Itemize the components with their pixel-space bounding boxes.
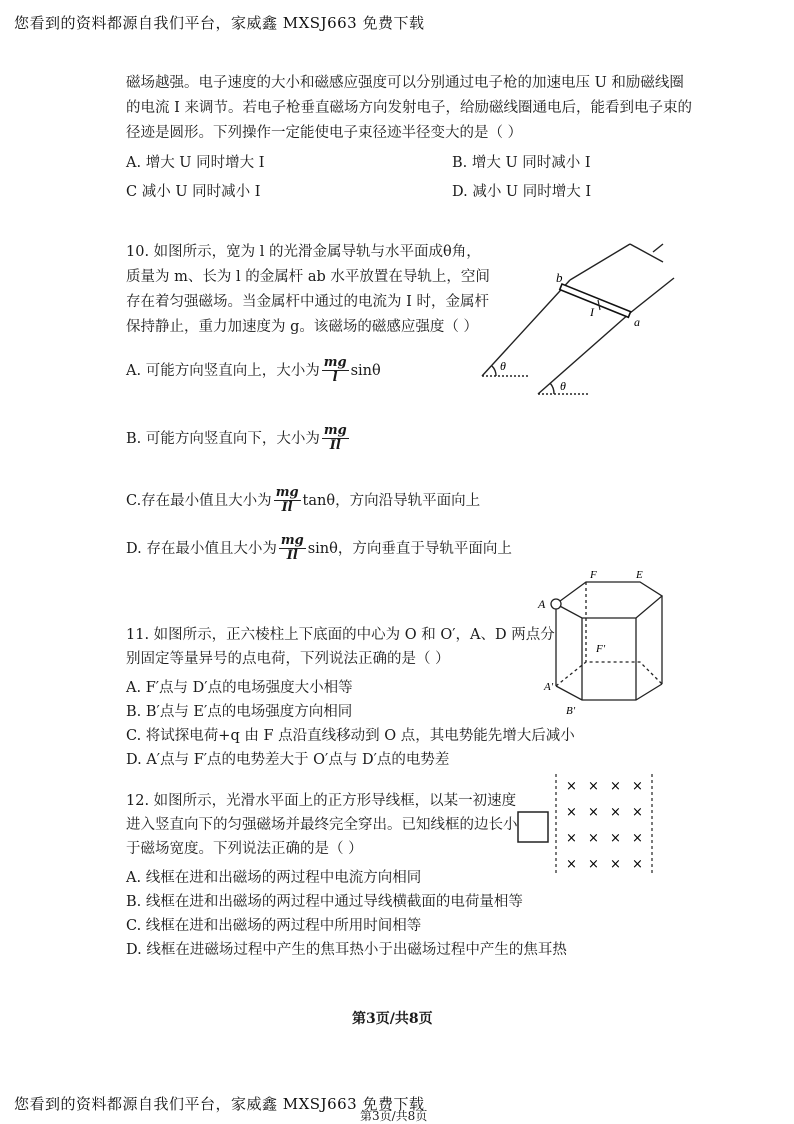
field-cross: ×	[632, 805, 643, 820]
q10-a-fraction	[322, 356, 349, 386]
field-cross: ×	[632, 779, 643, 794]
field-cross: ×	[566, 857, 577, 872]
field-cross: ×	[588, 857, 599, 872]
label-current-I: I	[590, 305, 594, 319]
q9-option-c: C 减小 U 同时减小 I	[126, 184, 261, 200]
q10-option-c	[126, 486, 480, 516]
q10-d-denominator: Il	[286, 548, 298, 564]
q12-line-3: 于磁场宽度。下列说法正确的是（ ）	[126, 841, 363, 857]
field-marks	[566, 779, 643, 872]
q10-d-numerator: mg	[280, 533, 304, 548]
q10-line-3: 存在着匀强磁场。当金属杆中通过的电流为 I 时，金属杆	[126, 294, 489, 310]
q10-c-tail: tanθ，方向沿导轨平面向上	[302, 492, 481, 509]
q11-option-c: C. 将试探电荷+q 由 F 点沿直线移动到 O 点，其电势能先增大后减小	[126, 728, 575, 744]
q12-field-diagram	[512, 770, 692, 880]
q10-d-tail: sinθ，方向垂直于导轨平面向上	[307, 540, 512, 557]
prism-top-face	[556, 582, 662, 618]
field-cross: ×	[610, 779, 621, 794]
angle-arc-1	[492, 366, 496, 376]
q10-a-numerator: mg	[323, 355, 347, 370]
rail-connector	[630, 244, 663, 262]
label-theta-1: θ	[500, 359, 506, 373]
q10-a-denominator: l	[332, 370, 338, 386]
label-b: b	[556, 270, 563, 285]
label-B-prime: B′	[566, 705, 576, 716]
q10-b-fraction	[322, 424, 349, 454]
angle-arc-2	[550, 383, 554, 394]
field-cross: ×	[566, 779, 577, 794]
label-A: A	[538, 597, 546, 611]
q9-line-2: 的电流 I 来调节。若电子枪垂直磁场方向发射电子，给励磁线圈通电后，能看到电子束的	[126, 100, 692, 116]
q10-a-tail: sinθ	[350, 362, 381, 379]
footer-watermark: 您看到的资料都源自我们平台，家威鑫 MXSJ663 免费下载	[14, 1095, 425, 1113]
q10-line-2: 质量为 m、长为 l 的金属杆 ab 水平放置在导轨上，空间	[126, 269, 490, 285]
q9-option-b: B. 增大 U 同时减小 I	[452, 155, 591, 171]
label-E: E	[636, 569, 643, 581]
q10-b-numerator: mg	[323, 423, 347, 438]
q10-c-numerator: mg	[275, 485, 299, 500]
q9-option-d: D. 减小 U 同时增大 I	[452, 184, 592, 200]
q10-c-fraction	[274, 486, 301, 516]
q12-option-b: B. 线框在进和出磁场的两过程中通过导线横截面的电荷量相等	[126, 894, 523, 910]
label-F: F	[590, 569, 597, 581]
header-watermark: 您看到的资料都源自我们平台，家威鑫 MXSJ663 免费下载	[14, 14, 425, 32]
q9-line-3: 径迹是圆形。下列操作一定能使电子束径迹半径变大的是（ ）	[126, 125, 523, 141]
q12-line-1: 12. 如图所示，光滑水平面上的正方形导线框，以某一初速度	[126, 793, 517, 809]
metal-rod-ab	[560, 284, 631, 317]
q10-rail-diagram	[478, 238, 678, 398]
field-cross: ×	[610, 857, 621, 872]
field-cross: ×	[632, 857, 643, 872]
q10-d-fraction	[279, 534, 306, 564]
q10-b-text: B. 可能方向竖直向下，大小为	[126, 430, 320, 447]
q12-option-c: C. 线框在进和出磁场的两过程中所用时间相等	[126, 918, 422, 934]
rail-right	[538, 313, 630, 394]
field-cross: ×	[610, 831, 621, 846]
page-number: 第3页/共8页	[352, 1011, 433, 1027]
prism-bottom-edge	[556, 684, 662, 700]
q11-prism-diagram	[536, 566, 676, 716]
battery-plate	[653, 244, 663, 252]
q9-line-1: 磁场越强。电子速度的大小和磁感应强度可以分别通过电子枪的加速电压 U 和励磁线圈	[126, 75, 684, 91]
q11-option-b: B. B′点与 E′点的电场强度方向相同	[126, 704, 353, 720]
footer-page-number: 第3页/共8页	[360, 1109, 428, 1123]
label-F-prime: F′	[596, 643, 606, 655]
q10-d-text: D. 存在最小值且大小为	[126, 540, 277, 557]
q11-option-d: D. A′点与 F′点的电势差大于 O′点与 D′点的电势差	[126, 752, 450, 768]
q12-option-d: D. 线框在进磁场过程中产生的焦耳热小于出磁场过程中产生的焦耳热	[126, 942, 567, 958]
q12-option-a: A. 线框在进和出磁场的两过程中电流方向相同	[126, 870, 422, 886]
q10-line-1: 10. 如图所示，宽为 l 的光滑金属导轨与水平面成θ角，	[126, 244, 481, 260]
q10-option-b	[126, 424, 351, 454]
q11-option-a: A. F′点与 D′点的电场强度大小相等	[126, 680, 353, 696]
field-cross: ×	[566, 831, 577, 846]
q10-b-denominator: Il	[329, 438, 341, 454]
field-cross: ×	[588, 831, 599, 846]
square-loop	[518, 812, 548, 842]
q12-line-2: 进入竖直向下的匀强磁场并最终完全穿出。已知线框的边长小	[126, 817, 518, 833]
q10-a-text: A. 可能方向竖直向上，大小为	[126, 362, 320, 379]
field-cross: ×	[588, 779, 599, 794]
label-A-prime: A′	[544, 681, 554, 693]
q10-line-4: 保持静止，重力加速度为 g。该磁场的磁感应强度（ ）	[126, 319, 478, 335]
q10-c-denominator: Il	[281, 500, 293, 516]
q10-option-d	[126, 534, 512, 564]
label-a: a	[634, 315, 640, 329]
field-cross: ×	[566, 805, 577, 820]
rail-left	[482, 280, 570, 376]
label-theta-2: θ	[560, 379, 566, 393]
rail-top-right	[630, 278, 674, 313]
q11-line-2: 别固定等量异号的点电荷，下列说法正确的是（ ）	[126, 651, 450, 667]
charge-at-A	[551, 599, 561, 609]
prism-hidden-bottom	[556, 662, 662, 686]
field-cross: ×	[632, 831, 643, 846]
q10-c-text: C.存在最小值且大小为	[126, 492, 272, 509]
field-cross: ×	[610, 805, 621, 820]
q11-line-1: 11. 如图所示，正六棱柱上下底面的中心为 O 和 O′，A、D 两点分	[126, 627, 555, 643]
q9-option-a: A. 增大 U 同时增大 I	[126, 155, 265, 171]
field-cross: ×	[588, 805, 599, 820]
q10-option-a	[126, 356, 381, 386]
rail-top-left	[570, 244, 630, 280]
